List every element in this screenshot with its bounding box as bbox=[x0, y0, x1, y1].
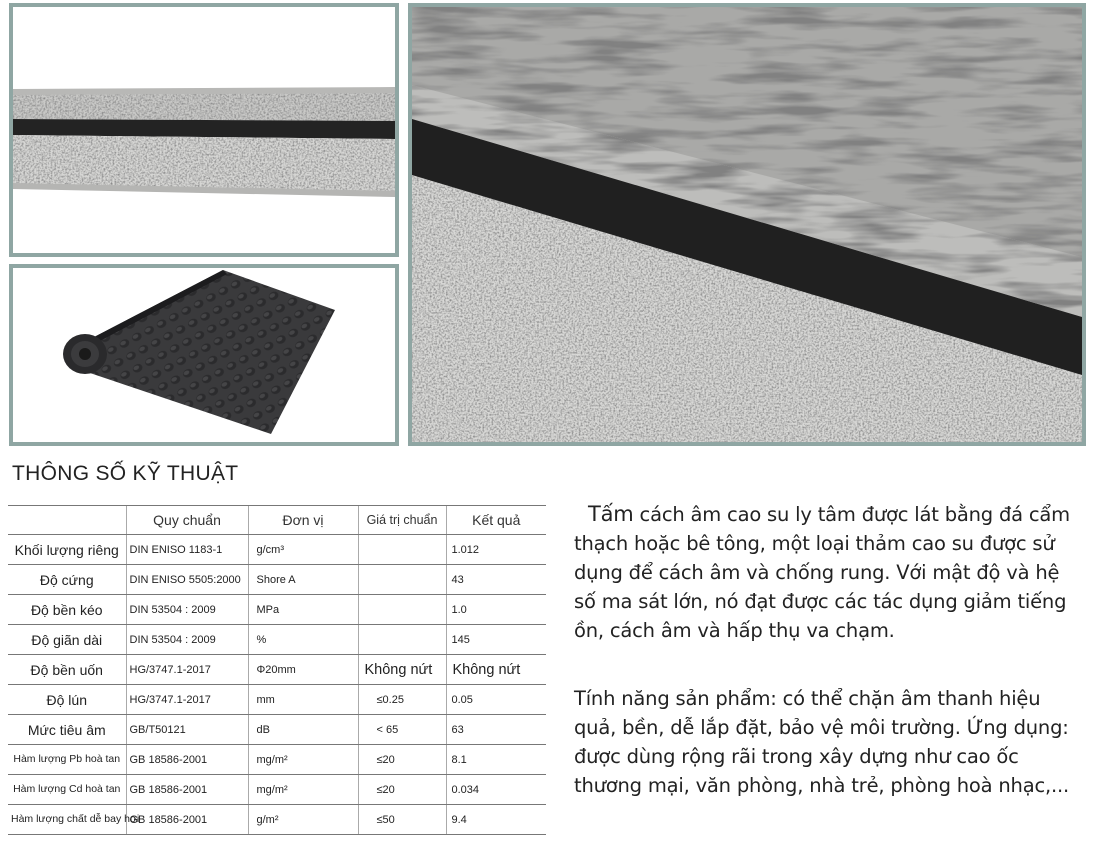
cell-result: 0.034 bbox=[446, 775, 546, 805]
cell-unit: mm bbox=[248, 685, 358, 715]
header-unit: Đơn vị bbox=[248, 506, 358, 535]
cell-unit: Shore A bbox=[248, 565, 358, 595]
table-row bbox=[8, 715, 546, 745]
table-row bbox=[8, 625, 546, 655]
cell-standard: GB 18586-2001 bbox=[126, 805, 248, 835]
cell-property: Hàm lượng chất dễ bay hơi bbox=[8, 805, 126, 835]
cell-result: 145 bbox=[446, 625, 546, 655]
cell-value bbox=[358, 565, 446, 595]
spec-title: THÔNG SỐ KỸ THUẬT bbox=[12, 462, 239, 485]
cell-value: Không nứt bbox=[358, 655, 446, 685]
header-result: Kết quả bbox=[446, 506, 546, 535]
cell-property: Độ bền uốn bbox=[8, 655, 126, 685]
cell-unit: mg/m² bbox=[248, 775, 358, 805]
description-lead-word: Tấm bbox=[588, 502, 634, 526]
cell-property: Mức tiêu âm bbox=[8, 715, 126, 745]
cell-property: Độ cứng bbox=[8, 565, 126, 595]
description-paragraph-2: Tính năng sản phẩm: có thể chặn âm thanh hiệu quả, bền, dễ lắp đặt, bảo vệ môi trường. Ứng dụng: được dùng rộng rãi trong xây dựng như cao ốc thương mại, văn phòng, nhà trẻ, phòng hoà nhạc,... bbox=[574, 687, 1069, 797]
description-paragraph-1 bbox=[574, 500, 1079, 645]
cell-standard: HG/3747.1-2017 bbox=[126, 685, 248, 715]
cell-result: 9.4 bbox=[446, 805, 546, 835]
cell-standard: DIN 53504 : 2009 bbox=[126, 625, 248, 655]
cell-result: 0.05 bbox=[446, 685, 546, 715]
cell-value bbox=[358, 535, 446, 565]
cell-standard: DIN ENISO 5505:2000 bbox=[126, 565, 248, 595]
cell-result: 63 bbox=[446, 715, 546, 745]
cell-unit: g/m² bbox=[248, 805, 358, 835]
table-row bbox=[8, 805, 546, 835]
cell-value bbox=[358, 595, 446, 625]
rubber-roll-image bbox=[9, 264, 399, 446]
cell-value: ≤50 bbox=[358, 805, 446, 835]
cell-standard: GB 18586-2001 bbox=[126, 775, 248, 805]
table-row bbox=[8, 775, 546, 805]
cell-value bbox=[358, 625, 446, 655]
spec-table bbox=[8, 505, 546, 835]
table-header-row bbox=[8, 506, 546, 535]
table-row bbox=[8, 595, 546, 625]
cell-value: < 65 bbox=[358, 715, 446, 745]
granite-edge-icon bbox=[412, 7, 1082, 442]
description-body-1: cách âm cao su ly tâm được lát bằng đá cẩm thạch hoặc bê tông, một loại thảm cao su được sử dụng để cách âm và chống rung. Với mật độ và hệ số ma sát lớn, nó đạt được các tác dụng giảm tiếng ồn, cách âm và hấp thụ va chạm. bbox=[574, 503, 1070, 642]
cell-unit: dB bbox=[248, 715, 358, 745]
cell-unit: mg/m² bbox=[248, 745, 358, 775]
cell-value: ≤20 bbox=[358, 775, 446, 805]
cell-property: Hàm lượng Cd hoà tan bbox=[8, 775, 126, 805]
cell-result: 1.012 bbox=[446, 535, 546, 565]
table-row bbox=[8, 745, 546, 775]
cell-property: Khối lượng riêng bbox=[8, 535, 126, 565]
rubber-roll-icon bbox=[13, 268, 395, 442]
table-row bbox=[8, 535, 546, 565]
cell-result: 1.0 bbox=[446, 595, 546, 625]
table-row bbox=[8, 565, 546, 595]
cell-standard: DIN ENISO 1183-1 bbox=[126, 535, 248, 565]
cell-unit: g/cm³ bbox=[248, 535, 358, 565]
cell-value: ≤20 bbox=[358, 745, 446, 775]
cell-property: Độ giãn dài bbox=[8, 625, 126, 655]
table-row bbox=[8, 685, 546, 715]
cell-property: Độ lún bbox=[8, 685, 126, 715]
cell-result: 43 bbox=[446, 565, 546, 595]
cell-property: Độ bền kéo bbox=[8, 595, 126, 625]
table-row bbox=[8, 655, 546, 685]
cell-standard: GB/T50121 bbox=[126, 715, 248, 745]
cross-section-image bbox=[9, 3, 399, 257]
cell-result: 8.1 bbox=[446, 745, 546, 775]
granite-rubber-cross-section-icon bbox=[13, 7, 395, 253]
cell-standard: HG/3747.1-2017 bbox=[126, 655, 248, 685]
header-standard: Quy chuẩn bbox=[126, 506, 248, 535]
cell-standard: GB 18586-2001 bbox=[126, 745, 248, 775]
cell-unit: MPa bbox=[248, 595, 358, 625]
cell-unit: Φ20mm bbox=[248, 655, 358, 685]
cell-standard: DIN 53504 : 2009 bbox=[126, 595, 248, 625]
cell-unit: % bbox=[248, 625, 358, 655]
cell-result: Không nứt bbox=[446, 655, 546, 685]
header-property bbox=[8, 506, 126, 535]
header-value: Giá trị chuẩn bbox=[358, 506, 446, 535]
granite-edge-closeup-image bbox=[408, 3, 1086, 446]
cell-property: Hàm lượng Pb hoà tan bbox=[8, 745, 126, 775]
cell-value: ≤0.25 bbox=[358, 685, 446, 715]
